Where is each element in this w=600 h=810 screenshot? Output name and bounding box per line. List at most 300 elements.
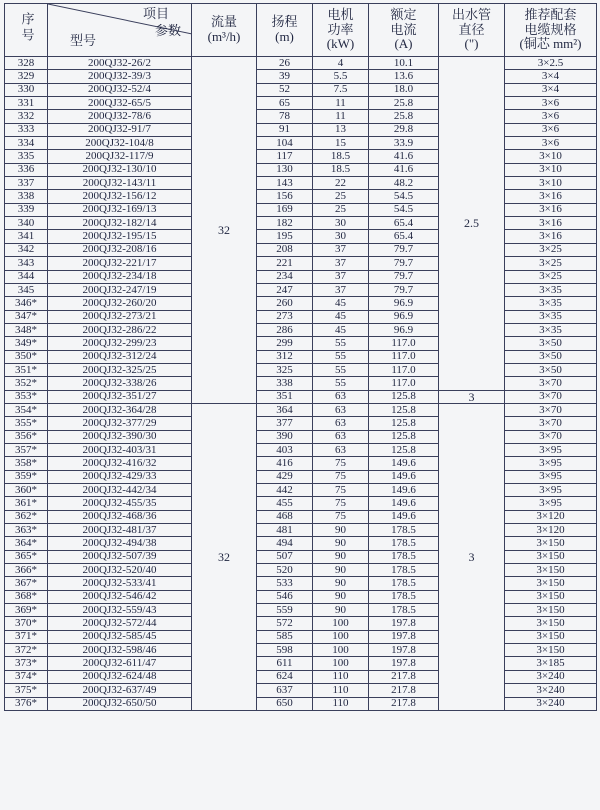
cell-cable: 3×70 <box>505 403 597 416</box>
cell-current: 117.0 <box>369 377 439 390</box>
cell-current: 117.0 <box>369 350 439 363</box>
table-row <box>5 443 597 456</box>
table-row <box>5 524 597 537</box>
header-cable-line2: 电缆规格 <box>524 21 577 37</box>
table-row <box>5 150 597 163</box>
cell-seq: 358* <box>5 457 48 470</box>
cell-current: 178.5 <box>369 577 439 590</box>
cell-head: 481 <box>257 524 313 537</box>
cell-cable: 3×240 <box>505 670 597 683</box>
cell-seq: 357* <box>5 443 48 456</box>
cell-current: 13.6 <box>369 70 439 83</box>
cell-pipe: 3 <box>439 403 505 710</box>
cell-current: 197.8 <box>369 657 439 670</box>
table-row <box>5 243 597 256</box>
cell-cable: 3×240 <box>505 697 597 710</box>
cell-power: 15 <box>313 137 369 150</box>
header-power-line1: 电机 <box>327 6 354 22</box>
cell-model: 200QJ32-182/14 <box>48 217 192 230</box>
cell-cable: 3×240 <box>505 684 597 697</box>
cell-seq: 374* <box>5 670 48 683</box>
cell-power: 90 <box>313 590 369 603</box>
cell-model: 200QJ32-455/35 <box>48 497 192 510</box>
cell-cable: 3×16 <box>505 203 597 216</box>
cell-power: 37 <box>313 283 369 296</box>
cell-power: 25 <box>313 203 369 216</box>
header-power <box>313 4 369 57</box>
cell-head: 208 <box>257 243 313 256</box>
cell-seq: 332 <box>5 110 48 123</box>
cell-cable: 3×35 <box>505 323 597 336</box>
cell-model: 200QJ32-416/32 <box>48 457 192 470</box>
cell-cable: 3×50 <box>505 350 597 363</box>
cell-current: 25.8 <box>369 97 439 110</box>
cell-head: 130 <box>257 163 313 176</box>
cell-cable: 3×25 <box>505 270 597 283</box>
cell-head: 299 <box>257 337 313 350</box>
cell-seq: 364* <box>5 537 48 550</box>
cell-power: 75 <box>313 470 369 483</box>
cell-model: 200QJ32-585/45 <box>48 630 192 643</box>
cell-seq: 371* <box>5 630 48 643</box>
cell-head: 559 <box>257 604 313 617</box>
cell-model: 200QJ32-468/36 <box>48 510 192 523</box>
cell-current: 29.8 <box>369 123 439 136</box>
cell-power: 63 <box>313 443 369 456</box>
cell-head: 546 <box>257 590 313 603</box>
cell-power: 55 <box>313 363 369 376</box>
cell-power: 75 <box>313 484 369 497</box>
cell-seq: 347* <box>5 310 48 323</box>
table-row <box>5 497 597 510</box>
cell-head: 637 <box>257 684 313 697</box>
cell-head: 494 <box>257 537 313 550</box>
cell-model: 200QJ32-533/41 <box>48 577 192 590</box>
cell-head: 247 <box>257 283 313 296</box>
cell-seq: 350* <box>5 350 48 363</box>
cell-power: 110 <box>313 697 369 710</box>
cell-seq: 366* <box>5 564 48 577</box>
cell-cable: 3×95 <box>505 443 597 456</box>
table-row <box>5 203 597 216</box>
table-row <box>5 417 597 430</box>
table-row <box>5 657 597 670</box>
cell-power: 100 <box>313 644 369 657</box>
cell-current: 197.8 <box>369 630 439 643</box>
cell-head: 169 <box>257 203 313 216</box>
table-row <box>5 430 597 443</box>
cell-current: 149.6 <box>369 457 439 470</box>
header-pipe <box>439 4 505 57</box>
cell-model: 200QJ32-611/47 <box>48 657 192 670</box>
cell-power: 63 <box>313 390 369 403</box>
cell-model: 200QJ32-247/19 <box>48 283 192 296</box>
cell-current: 65.4 <box>369 217 439 230</box>
table-row <box>5 363 597 376</box>
cell-model: 200QJ32-52/4 <box>48 83 192 96</box>
table-row <box>5 163 597 176</box>
cell-model: 200QJ32-169/13 <box>48 203 192 216</box>
cell-model: 200QJ32-403/31 <box>48 443 192 456</box>
cell-seq: 362* <box>5 510 48 523</box>
cell-seq: 349* <box>5 337 48 350</box>
cell-model: 200QJ32-143/11 <box>48 177 192 190</box>
cell-cable: 3×150 <box>505 564 597 577</box>
header-cable <box>505 4 597 57</box>
cell-cable: 3×70 <box>505 390 597 403</box>
cell-head: 312 <box>257 350 313 363</box>
cell-head: 468 <box>257 510 313 523</box>
cell-model: 200QJ32-442/34 <box>48 484 192 497</box>
cell-power: 100 <box>313 657 369 670</box>
header-flow <box>192 4 257 57</box>
cell-model: 200QJ32-377/29 <box>48 417 192 430</box>
table-row <box>5 550 597 563</box>
cell-cable: 3×25 <box>505 257 597 270</box>
header-canshu: 参数 <box>154 23 181 38</box>
table-row <box>5 604 597 617</box>
cell-current: 96.9 <box>369 310 439 323</box>
table-row <box>5 123 597 136</box>
cell-pipe: 2.5 <box>439 57 505 391</box>
cell-cable: 3×185 <box>505 657 597 670</box>
table-row <box>5 564 597 577</box>
cell-current: 117.0 <box>369 337 439 350</box>
cell-seq: 365* <box>5 550 48 563</box>
table-row <box>5 377 597 390</box>
cell-seq: 328 <box>5 57 48 70</box>
cell-cable: 3×120 <box>505 510 597 523</box>
cell-power: 55 <box>313 337 369 350</box>
cell-head: 429 <box>257 470 313 483</box>
cell-power: 13 <box>313 123 369 136</box>
cell-cable: 3×50 <box>505 337 597 350</box>
cell-power: 18.5 <box>313 150 369 163</box>
cell-model: 200QJ32-234/18 <box>48 270 192 283</box>
cell-current: 217.8 <box>369 697 439 710</box>
header-pipe-line3: (") <box>464 36 479 52</box>
table-row <box>5 297 597 310</box>
cell-cable: 3×150 <box>505 590 597 603</box>
cell-seq: 330 <box>5 83 48 96</box>
cell-power: 30 <box>313 217 369 230</box>
cell-model: 200QJ32-494/38 <box>48 537 192 550</box>
cell-flow: 32 <box>192 403 257 710</box>
cell-current: 178.5 <box>369 550 439 563</box>
cell-current: 96.9 <box>369 297 439 310</box>
cell-model: 200QJ32-429/33 <box>48 470 192 483</box>
table-row <box>5 217 597 230</box>
cell-seq: 340 <box>5 217 48 230</box>
cell-power: 11 <box>313 97 369 110</box>
header-cable-line1: 推荐配套 <box>524 6 577 22</box>
cell-current: 197.8 <box>369 617 439 630</box>
header-model-diagonal <box>48 4 192 57</box>
cell-model: 200QJ32-481/37 <box>48 524 192 537</box>
cell-model: 200QJ32-520/40 <box>48 564 192 577</box>
cell-seq: 376* <box>5 697 48 710</box>
cell-cable: 3×150 <box>505 630 597 643</box>
cell-seq: 373* <box>5 657 48 670</box>
table-row <box>5 630 597 643</box>
cell-power: 90 <box>313 550 369 563</box>
cell-model: 200QJ32-364/28 <box>48 403 192 416</box>
pump-spec-table <box>4 3 597 711</box>
table-row <box>5 470 597 483</box>
cell-model: 200QJ32-572/44 <box>48 617 192 630</box>
cell-seq: 372* <box>5 644 48 657</box>
cell-head: 611 <box>257 657 313 670</box>
cell-current: 33.9 <box>369 137 439 150</box>
table-row <box>5 697 597 710</box>
cell-seq: 336 <box>5 163 48 176</box>
cell-model: 200QJ32-195/15 <box>48 230 192 243</box>
cell-head: 195 <box>257 230 313 243</box>
cell-current: 96.9 <box>369 323 439 336</box>
table-row <box>5 684 597 697</box>
cell-seq: 333 <box>5 123 48 136</box>
cell-current: 41.6 <box>369 163 439 176</box>
table-row <box>5 644 597 657</box>
header-current-line3: (A) <box>394 36 413 52</box>
cell-seq: 368* <box>5 590 48 603</box>
cell-power: 90 <box>313 524 369 537</box>
header-current <box>369 4 439 57</box>
cell-power: 45 <box>313 310 369 323</box>
cell-head: 39 <box>257 70 313 83</box>
cell-head: 598 <box>257 644 313 657</box>
table-row <box>5 190 597 203</box>
cell-seq: 344 <box>5 270 48 283</box>
cell-current: 54.5 <box>369 203 439 216</box>
cell-current: 125.8 <box>369 403 439 416</box>
cell-seq: 375* <box>5 684 48 697</box>
table-header-row <box>5 4 597 57</box>
cell-model: 200QJ32-221/17 <box>48 257 192 270</box>
cell-seq: 339 <box>5 203 48 216</box>
cell-cable: 3×16 <box>505 217 597 230</box>
table-row <box>5 457 597 470</box>
cell-power: 110 <box>313 684 369 697</box>
cell-model: 200QJ32-286/22 <box>48 323 192 336</box>
cell-head: 338 <box>257 377 313 390</box>
cell-head: 455 <box>257 497 313 510</box>
cell-cable: 3×150 <box>505 577 597 590</box>
cell-power: 5.5 <box>313 70 369 83</box>
cell-power: 100 <box>313 630 369 643</box>
cell-seq: 338 <box>5 190 48 203</box>
table-row <box>5 310 597 323</box>
cell-head: 221 <box>257 257 313 270</box>
cell-seq: 363* <box>5 524 48 537</box>
cell-seq: 370* <box>5 617 48 630</box>
cell-cable: 3×95 <box>505 457 597 470</box>
cell-current: 178.5 <box>369 564 439 577</box>
table-row <box>5 484 597 497</box>
cell-model: 200QJ32-26/2 <box>48 57 192 70</box>
header-seq-text: 序号 <box>19 12 35 45</box>
table-row <box>5 270 597 283</box>
cell-seq: 361* <box>5 497 48 510</box>
cell-model: 200QJ32-546/42 <box>48 590 192 603</box>
cell-model: 200QJ32-39/3 <box>48 70 192 83</box>
header-current-line1: 额定 <box>390 6 417 22</box>
table-row <box>5 70 597 83</box>
cell-flow: 32 <box>192 57 257 404</box>
cell-seq: 348* <box>5 323 48 336</box>
cell-current: 125.8 <box>369 443 439 456</box>
cell-cable: 3×95 <box>505 497 597 510</box>
cell-cable: 3×150 <box>505 617 597 630</box>
cell-cable: 3×16 <box>505 190 597 203</box>
cell-seq: 367* <box>5 577 48 590</box>
cell-seq: 337 <box>5 177 48 190</box>
cell-head: 91 <box>257 123 313 136</box>
cell-head: 403 <box>257 443 313 456</box>
cell-seq: 343 <box>5 257 48 270</box>
cell-seq: 342 <box>5 243 48 256</box>
cell-model: 200QJ32-130/10 <box>48 163 192 176</box>
cell-current: 149.6 <box>369 497 439 510</box>
cell-model: 200QJ32-559/43 <box>48 604 192 617</box>
cell-current: 48.2 <box>369 177 439 190</box>
cell-cable: 3×35 <box>505 310 597 323</box>
table-row <box>5 110 597 123</box>
cell-model: 200QJ32-260/20 <box>48 297 192 310</box>
table-row <box>5 337 597 350</box>
cell-power: 22 <box>313 177 369 190</box>
cell-head: 78 <box>257 110 313 123</box>
cell-cable: 3×25 <box>505 243 597 256</box>
cell-current: 117.0 <box>369 363 439 376</box>
table-row <box>5 403 597 416</box>
cell-cable: 3×70 <box>505 377 597 390</box>
cell-seq: 346* <box>5 297 48 310</box>
cell-cable: 3×35 <box>505 297 597 310</box>
cell-power: 75 <box>313 510 369 523</box>
cell-power: 25 <box>313 190 369 203</box>
table-row <box>5 617 597 630</box>
cell-head: 65 <box>257 97 313 110</box>
cell-current: 79.7 <box>369 270 439 283</box>
cell-head: 390 <box>257 430 313 443</box>
cell-current: 65.4 <box>369 230 439 243</box>
cell-model: 200QJ32-637/49 <box>48 684 192 697</box>
cell-cable: 3×150 <box>505 644 597 657</box>
cell-head: 585 <box>257 630 313 643</box>
header-seq <box>5 4 48 57</box>
cell-model: 200QJ32-390/30 <box>48 430 192 443</box>
cell-power: 11 <box>313 110 369 123</box>
header-power-line2: 功率 <box>327 21 354 37</box>
cell-head: 286 <box>257 323 313 336</box>
cell-pipe: 3 <box>439 390 505 403</box>
cell-power: 7.5 <box>313 83 369 96</box>
cell-model: 200QJ32-273/21 <box>48 310 192 323</box>
cell-current: 197.8 <box>369 644 439 657</box>
cell-seq: 359* <box>5 470 48 483</box>
cell-power: 90 <box>313 537 369 550</box>
table-row <box>5 57 597 70</box>
cell-cable: 3×10 <box>505 150 597 163</box>
cell-seq: 345 <box>5 283 48 296</box>
cell-current: 149.6 <box>369 510 439 523</box>
table-row <box>5 257 597 270</box>
cell-cable: 3×35 <box>505 283 597 296</box>
cell-current: 25.8 <box>369 110 439 123</box>
cell-head: 325 <box>257 363 313 376</box>
cell-power: 45 <box>313 297 369 310</box>
cell-cable: 3×10 <box>505 177 597 190</box>
cell-seq: 335 <box>5 150 48 163</box>
cell-current: 125.8 <box>369 430 439 443</box>
table-row <box>5 510 597 523</box>
cell-cable: 3×120 <box>505 524 597 537</box>
cell-head: 520 <box>257 564 313 577</box>
cell-head: 156 <box>257 190 313 203</box>
cell-cable: 3×70 <box>505 417 597 430</box>
cell-model: 200QJ32-91/7 <box>48 123 192 136</box>
header-head <box>257 4 313 57</box>
cell-head: 416 <box>257 457 313 470</box>
cell-current: 125.8 <box>369 390 439 403</box>
cell-head: 364 <box>257 403 313 416</box>
cell-power: 75 <box>313 457 369 470</box>
header-xiang: 项目 <box>142 6 169 21</box>
cell-head: 650 <box>257 697 313 710</box>
cell-model: 200QJ32-104/8 <box>48 137 192 150</box>
cell-cable: 3×95 <box>505 470 597 483</box>
cell-head: 507 <box>257 550 313 563</box>
cell-cable: 3×6 <box>505 137 597 150</box>
cell-seq: 355* <box>5 417 48 430</box>
cell-current: 149.6 <box>369 470 439 483</box>
cell-model: 200QJ32-156/12 <box>48 190 192 203</box>
cell-head: 143 <box>257 177 313 190</box>
cell-head: 533 <box>257 577 313 590</box>
table-row <box>5 670 597 683</box>
cell-head: 260 <box>257 297 313 310</box>
cell-seq: 353* <box>5 390 48 403</box>
table-row <box>5 323 597 336</box>
cell-current: 178.5 <box>369 537 439 550</box>
cell-head: 52 <box>257 83 313 96</box>
cell-current: 178.5 <box>369 590 439 603</box>
table-row <box>5 390 597 403</box>
table-row <box>5 350 597 363</box>
cell-cable: 3×2.5 <box>505 57 597 70</box>
cell-head: 442 <box>257 484 313 497</box>
header-current-line2: 电流 <box>390 21 417 37</box>
cell-current: 79.7 <box>369 243 439 256</box>
cell-head: 572 <box>257 617 313 630</box>
cell-seq: 356* <box>5 430 48 443</box>
cell-model: 200QJ32-338/26 <box>48 377 192 390</box>
cell-power: 63 <box>313 417 369 430</box>
table-row <box>5 83 597 96</box>
cell-current: 125.8 <box>369 417 439 430</box>
cell-cable: 3×6 <box>505 97 597 110</box>
header-pipe-line1: 出水管 <box>451 6 491 22</box>
table-body <box>5 57 597 711</box>
cell-model: 200QJ32-312/24 <box>48 350 192 363</box>
cell-cable: 3×150 <box>505 604 597 617</box>
cell-head: 104 <box>257 137 313 150</box>
cell-current: 149.6 <box>369 484 439 497</box>
table-row <box>5 577 597 590</box>
table-row <box>5 283 597 296</box>
cell-power: 55 <box>313 377 369 390</box>
